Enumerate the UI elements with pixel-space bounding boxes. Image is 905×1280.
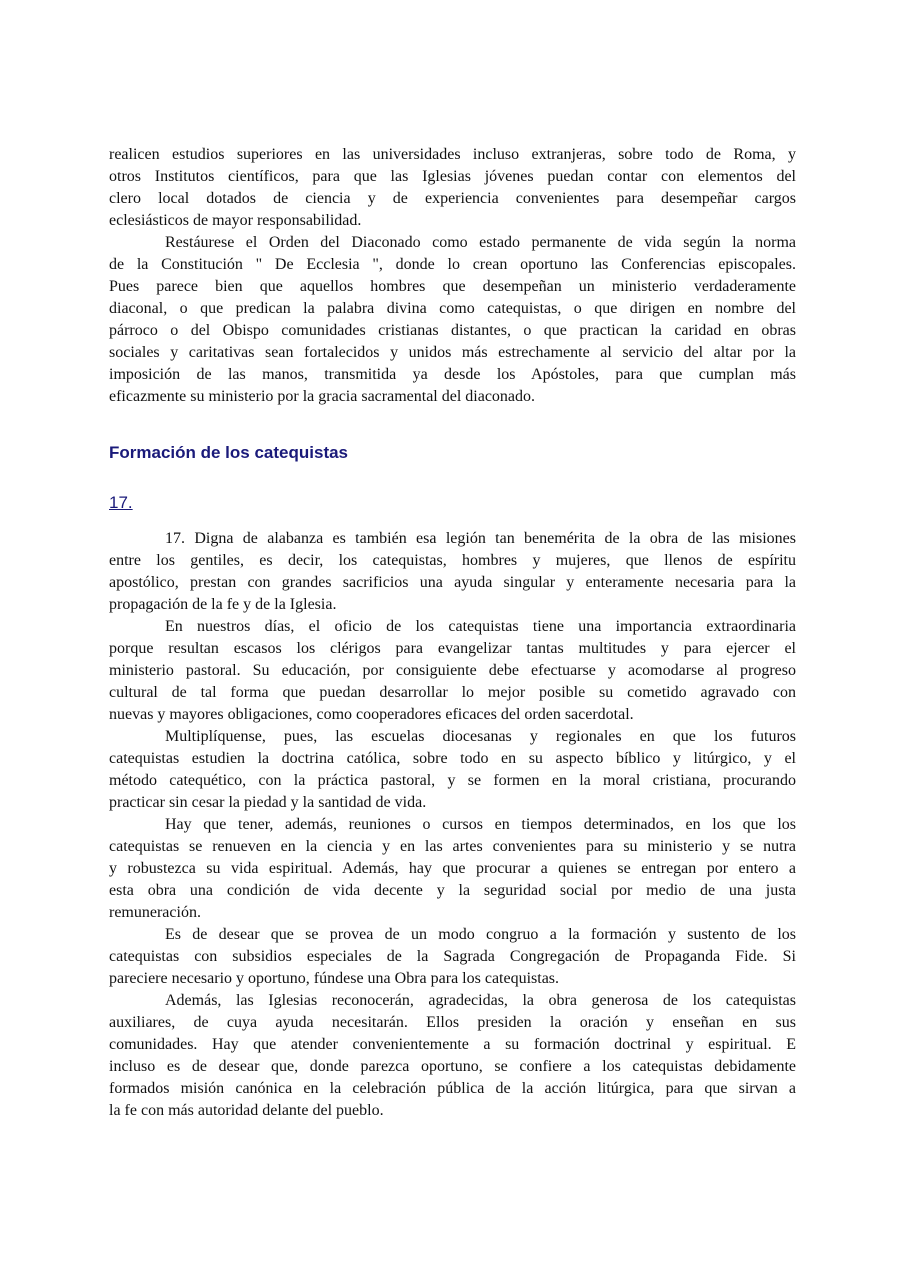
text-line: remuneración. — [109, 904, 201, 921]
text-line: Hay que tener, además, reuniones o cursos en tiempos determinados, en los que los — [165, 816, 796, 833]
paragraph — [109, 990, 796, 1122]
text-line: comunidades. Hay que atender convenientemente a su formación doctrinal y espiritual. E — [109, 1036, 796, 1053]
text-line: párroco o del Obispo comunidades cristianas distantes, o que practican la caridad en obras — [109, 322, 796, 339]
text-line: Multiplíquense, pues, las escuelas diocesanas y regionales en que los futuros — [165, 728, 796, 745]
text-line: entre los gentiles, es decir, los catequistas, hombres y mujeres, que llenos de espíritu — [109, 552, 796, 569]
text-line: Restáurese el Orden del Diaconado como estado permanente de vida según la norma — [165, 234, 796, 251]
text-line: método catequético, con la práctica pastoral, y se formen en la moral cristiana, procurando — [109, 772, 796, 789]
paragraph — [109, 144, 796, 232]
text-line: cultural de tal forma que puedan desarrollar lo mejor posible su cometido agravado con — [109, 684, 796, 701]
text-line: ministerio pastoral. Su educación, por consiguiente debe efectuarse y acomodarse al progreso — [109, 662, 796, 679]
text-line: practicar sin cesar la piedad y la santidad de vida. — [109, 794, 427, 811]
text-line: catequistas se renueven en la ciencia y en las artes convenientes para su ministerio y se nutra — [109, 838, 796, 855]
text-line: Pues parece bien que aquellos hombres que desempeñan un ministerio verdaderamente — [109, 278, 796, 295]
text-line: y robustezca su vida espiritual. Además, hay que procurar a quienes se entregan por entero a — [109, 860, 796, 877]
text-line: otros Institutos científicos, para que las Iglesias jóvenes puedan contar con elementos del — [109, 168, 796, 185]
text-line: clero local dotados de ciencia y de experiencia convenientes para desempeñar cargos — [109, 190, 796, 207]
text-line: Es de desear que se provea de un modo congruo a la formación y sustento de los — [165, 926, 796, 943]
text-line: porque resultan escasos los clérigos para evangelizar tantas multitudes y para ejercer el — [109, 640, 796, 657]
text-line: propagación de la fe y de la Iglesia. — [109, 596, 337, 613]
text-line: de la Constitución " De Ecclesia ", donde lo crean oportuno las Conferencias episcopales. — [109, 256, 796, 273]
document-body-section — [109, 528, 796, 1122]
text-line: sociales y caritativas sean fortalecidos y unidos más estrechamente al servicio del altar por la — [109, 344, 796, 361]
paragraph — [109, 814, 796, 924]
paragraph — [109, 924, 796, 990]
text-line: esta obra una condición de vida decente y la seguridad social por medio de una justa — [109, 882, 796, 899]
paragraph — [109, 232, 796, 408]
text-line: auxiliares, de cuya ayuda necesitarán. Ellos presiden la oración y enseñan en sus — [109, 1014, 796, 1031]
paragraph — [109, 528, 796, 616]
text-line: 17. Digna de alabanza es también esa legión tan benemérita de la obra de las misiones — [165, 530, 796, 547]
text-line: catequistas con subsidios especiales de la Sagrada Congregación de Propaganda Fide. Si — [109, 948, 796, 965]
text-line: incluso es de desear que, donde parezca oportuno, se confiere a los catequistas debidamente — [109, 1058, 796, 1075]
text-line: imposición de las manos, transmitida ya desde los Apóstoles, para que cumplan más — [109, 366, 796, 383]
text-line: eclesiásticos de mayor responsabilidad. — [109, 212, 362, 229]
paragraph — [109, 726, 796, 814]
section-heading: Formación de los catequistas — [109, 443, 349, 462]
section-number-link[interactable]: 17. — [109, 493, 133, 512]
text-line: catequistas estudien la doctrina católica, sobre todo en su aspecto bíblico y litúrgico, y el — [109, 750, 796, 767]
text-line: eficazmente su ministerio por la gracia sacramental del diaconado. — [109, 388, 536, 405]
text-line: realicen estudios superiores en las universidades incluso extranjeras, sobre todo de Roma, y — [109, 146, 796, 163]
text-line: nuevas y mayores obligaciones, como cooperadores eficaces del orden sacerdotal. — [109, 706, 634, 723]
document-body-top — [109, 144, 796, 408]
text-line: formados misión canónica en la celebración pública de la acción litúrgica, para que sirvan a — [109, 1080, 796, 1097]
paragraph — [109, 616, 796, 726]
text-line: apostólico, prestan con grandes sacrificios una ayuda singular y enteramente necesaria para la — [109, 574, 796, 591]
text-line: Además, las Iglesias reconocerán, agradecidas, la obra generosa de los catequistas — [165, 992, 796, 1009]
text-line: la fe con más autoridad delante del pueblo. — [109, 1102, 384, 1119]
text-line: pareciere necesario y oportuno, fúndese una Obra para los catequistas. — [109, 970, 560, 987]
text-line: En nuestros días, el oficio de los catequistas tiene una importancia extraordinaria — [165, 618, 796, 635]
text-line: diaconal, o que predican la palabra divina como catequistas, o que dirigen en nombre del — [109, 300, 796, 317]
